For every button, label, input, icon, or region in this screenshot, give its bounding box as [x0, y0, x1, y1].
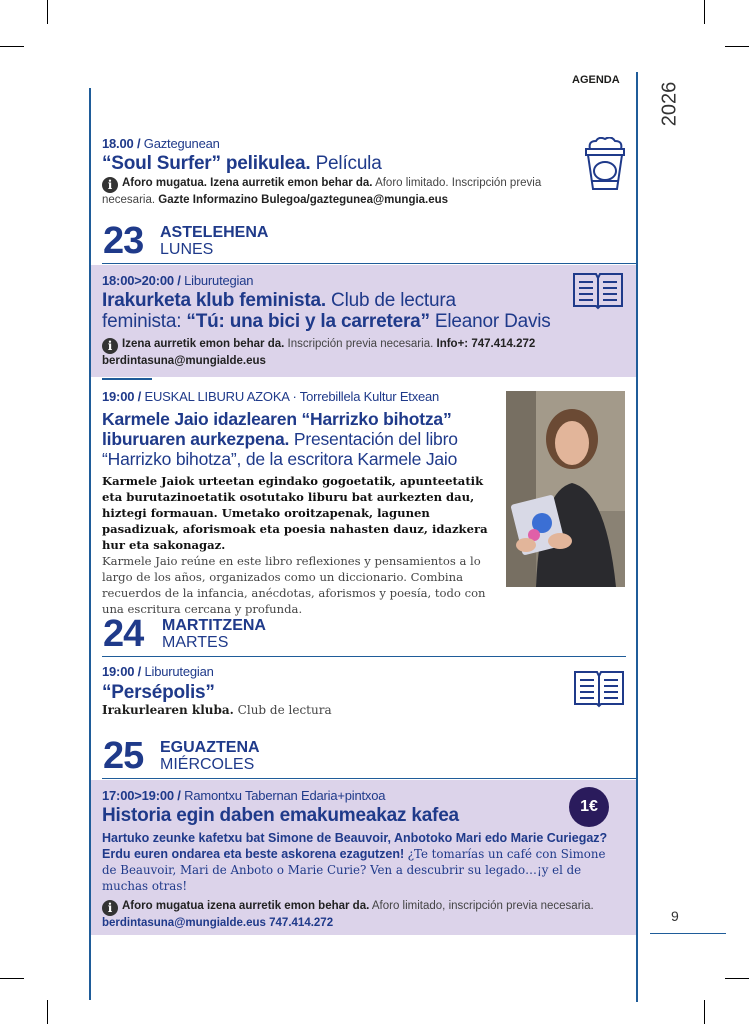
- event-time: 19:00 / EUSKAL LIBURU AZOKA · Torrebillela Kultur Etxean: [102, 389, 440, 404]
- event-title: Karmele Jaio idazlearen “Harrizko bihotza” liburuaren aurkezpena. Presentación del libro “Harrizko bihotza”, de la escritora Karmele Jaio: [102, 409, 458, 469]
- info-icon: i: [102, 900, 118, 916]
- day-name-eu: EGUAZTENA: [160, 739, 260, 756]
- event-info: i Aforo mugatua izena aurretik emon behar da. Aforo limitado, inscripción previa necesaria. berdintasuna@mungialde.eus 747.414.272: [102, 900, 594, 929]
- book-icon: [573, 668, 625, 708]
- crop-mark: [725, 46, 749, 47]
- day-rule: [102, 778, 636, 779]
- page-number: 9: [671, 908, 679, 924]
- event-title: “Persépolis”: [102, 682, 215, 703]
- event-info: i Izena aurretik emon behar da. Inscripción previa necesaria. Info+: 747.414.272 berdintasuna@mungialde.eus: [102, 338, 536, 367]
- day-name-eu: ASTELEHENA: [160, 224, 269, 241]
- event-time: 17:00>19:00 / Ramontxu Tabernan Edaria+pintxoa: [102, 788, 386, 803]
- right-margin-rule: [636, 72, 638, 1002]
- crop-mark: [0, 978, 24, 979]
- info-icon: i: [102, 177, 118, 193]
- event-separator: [102, 378, 152, 380]
- day-rule: [102, 656, 626, 657]
- crop-mark: [725, 978, 749, 979]
- day-number: 24: [103, 613, 144, 655]
- day-number: 23: [103, 220, 144, 262]
- event-title: Historia egin daben emakumeakaz kafea: [102, 805, 459, 826]
- day-rule: [102, 263, 636, 264]
- day-name-es: LUNES: [160, 241, 214, 258]
- year-label: [647, 76, 693, 132]
- event-info: i Aforo mugatua. Izena aurretik emon behar da. Aforo limitado. Inscripción previa necesaria. Gazte Informazino Bulegoa/gaztegunea@mungia.eus: [102, 177, 542, 206]
- crop-mark: [47, 0, 48, 24]
- event-title: Irakurketa klub feminista. Club de lectura feminista: “Tú: una bici y la carretera” Eleanor Davis: [102, 290, 551, 332]
- description-eu: Karmele Jaiok urteetan egindako gogoetatik, apunteetatik eta burutazinoetatik osotutako liburu bat aurkezten dau, hiztegi formauan. Umetako oroitzapenak, lagunen pasadizuak, aforismoak eta poesia nahasten dauz, idazkera hur eta sakonagaz.: [102, 474, 488, 552]
- page-number-rule: [650, 933, 726, 934]
- event-description: Irakurlearen kluba. Club de lectura: [102, 703, 332, 717]
- section-label: AGENDA: [572, 74, 620, 86]
- year-text: 2026: [658, 81, 681, 127]
- event-time: 18.00 / Gaztegunean: [102, 136, 220, 151]
- description-es: Karmele Jaio reúne en este libro reflexiones y pensamientos a lo largo de los años, organizados como un diccionario. Combina recuerdos de la infancia, anécdotas, aforismos y poesía, todo con una escritura cercana y profunda.: [102, 554, 486, 616]
- event-description: [102, 473, 502, 617]
- crop-mark: [704, 0, 705, 24]
- crop-mark: [47, 1000, 48, 1024]
- event-description: Hartuko zeunke kafetxu bat Simone de Beauvoir, Anbotoko Mari edo Marie Curiegaz? Erdu euren ondarea eta beste askorena ezagutzen! ¿Te tomarías un café con Simone de Beauvoir, Mari de Anboto o Marie Curie? Ven a descubrir su legado…¡y el de muchas otras!: [102, 831, 608, 893]
- day-name-eu: MARTITZENA: [162, 617, 266, 634]
- popcorn-icon: [582, 137, 628, 193]
- crop-mark: [704, 1000, 705, 1024]
- crop-mark: [0, 46, 24, 47]
- event-time: 19:00 / Liburutegian: [102, 664, 214, 679]
- book-icon: [572, 270, 624, 310]
- event-title: “Soul Surfer” pelikulea. Película: [102, 153, 382, 174]
- day-name-es: MIÉRCOLES: [160, 756, 255, 773]
- info-icon: i: [102, 338, 118, 354]
- price-badge: 1€: [569, 787, 609, 827]
- day-number: 25: [103, 735, 144, 777]
- event-time: 18:00>20:00 / Liburutegian: [102, 273, 254, 288]
- day-name-es: MARTES: [162, 634, 229, 651]
- author-photo: [506, 391, 625, 587]
